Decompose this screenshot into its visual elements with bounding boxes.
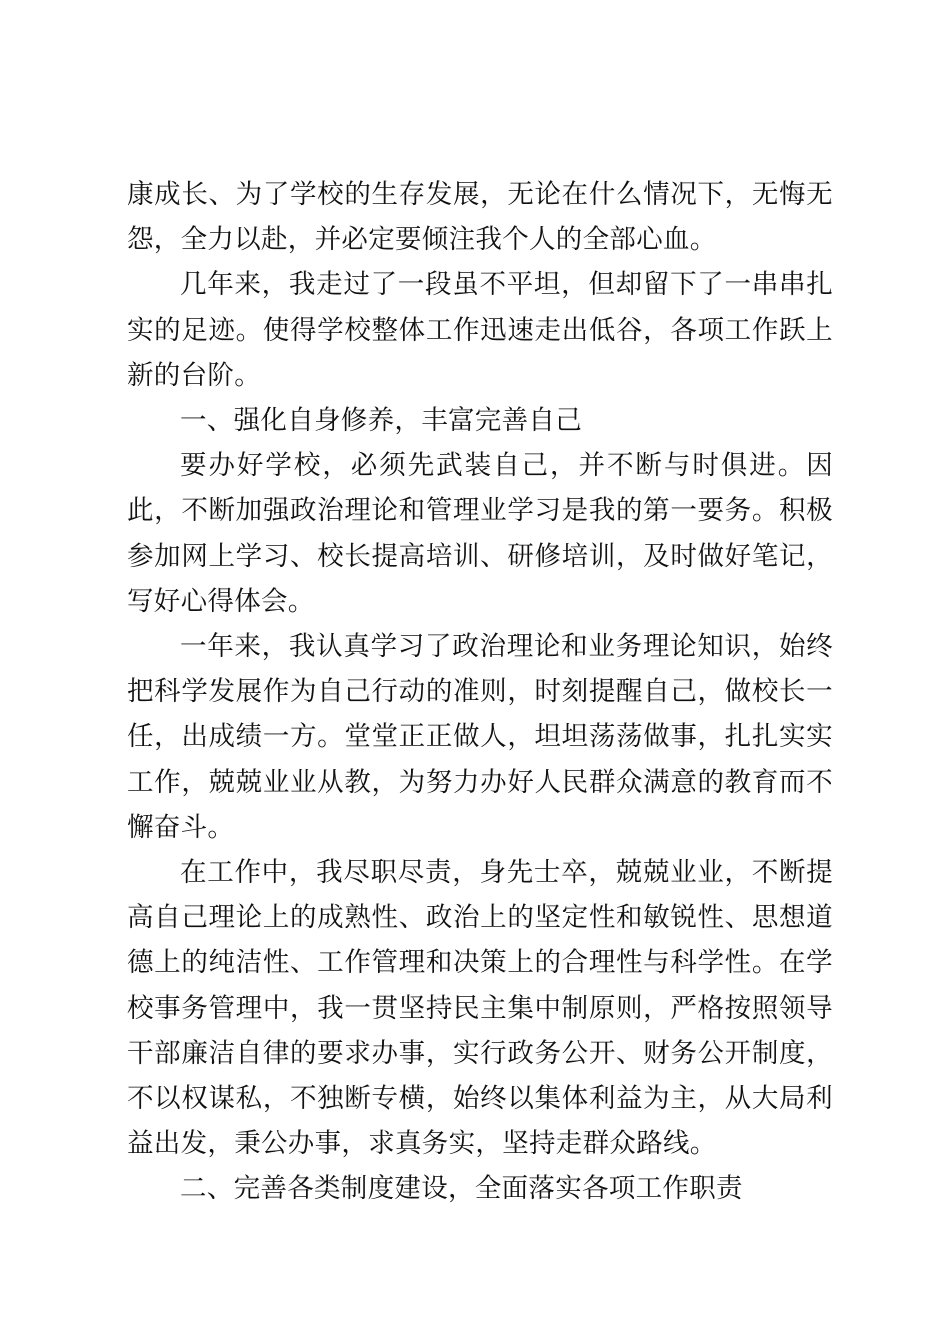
paragraph: 一年来，我认真学习了政治理论和业务理论知识，始终把科学发展作为自己行动的准则，时刻提醒自己，做校长一任，出成绩一方。堂堂正正做人，坦坦荡荡做事，扎扎实实工作，兢兢业业从教，为努力办好人民群众满意的教育而不懈奋斗。	[127, 631, 833, 843]
paragraph: 几年来，我走过了一段虽不平坦，但却留下了一串串扎实的足迹。使得学校整体工作迅速走出低谷，各项工作跃上新的台阶。	[127, 269, 833, 391]
section-heading: 一、强化自身修养，丰富完善自己	[180, 405, 582, 437]
paragraph: 在工作中，我尽职尽责，身先士卒，兢兢业业，不断提高自己理论上的成熟性、政治上的坚定性和敏锐性、思想道德上的纯洁性、工作管理和决策上的合理性与科学性。在学校事务管理中，我一贯坚持民主集中制原则，严格按照领导干部廉洁自律的要求办事，实行政务公开、财务公开制度，不以权谋私，不独断专横，始终以集体利益为主，从大局利益出发，秉公办事，求真务实，坚持走群众路线。	[127, 857, 833, 1160]
paragraph: 要办好学校，必须先武装自己，并不断与时俱进。因此，不断加强政治理论和管理业学习是我的第一要务。积极参加网上学习、校长提高培训、研修培训，及时做好笔记，写好心得体会。	[127, 450, 833, 617]
document-page	[127, 172, 833, 1212]
paragraph-continuation: 康成长、为了学校的生存发展，无论在什么情况下，无悔无怨，全力以赴，并必定要倾注我个人的全部心血。	[127, 179, 833, 256]
section-heading: 二、完善各类制度建设，全面落实各项工作职责	[180, 1173, 743, 1205]
